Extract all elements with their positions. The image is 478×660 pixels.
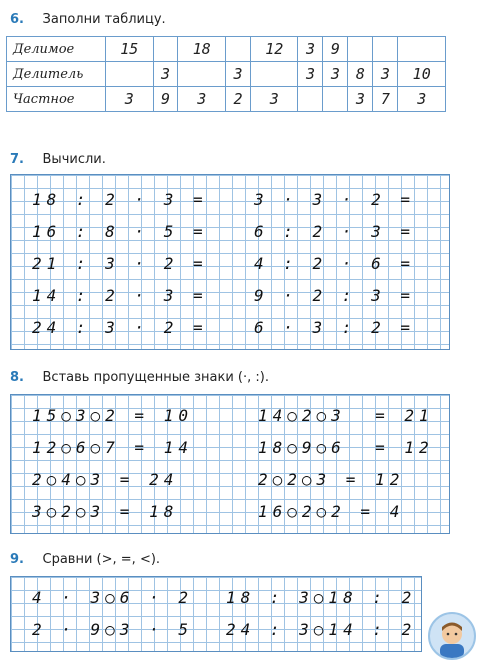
task7-expression[interactable]: 6 : 2 · 3 =: [254, 222, 415, 241]
task6-cell[interactable]: [250, 62, 298, 87]
task6-cell[interactable]: [298, 87, 323, 112]
task6-cell[interactable]: 3: [373, 62, 398, 87]
task6-cell[interactable]: 9: [153, 87, 178, 112]
task9-title: Сравни (>, =, <).: [42, 552, 161, 567]
task6-cell[interactable]: [348, 37, 373, 62]
task7-expression[interactable]: 9 · 2 : 3 =: [254, 286, 415, 305]
task8-expression[interactable]: 2○2○3 = 12: [258, 470, 405, 489]
task6-row: [7, 62, 446, 87]
task9-comparison[interactable]: 2 · 9○3 · 5: [32, 620, 193, 639]
task6-cell[interactable]: 18: [178, 37, 226, 62]
task8-header: [10, 370, 269, 385]
task8-number: 8.: [10, 370, 24, 385]
boy-avatar-icon: [428, 612, 476, 660]
task6-row-label: Частное: [7, 87, 106, 112]
task8-expression[interactable]: 12○6○7 = 14: [32, 438, 193, 457]
task7-expression[interactable]: 6 · 3 : 2 =: [254, 318, 415, 337]
task7-number: 7.: [10, 152, 24, 167]
task6-cell[interactable]: 3: [298, 37, 323, 62]
task7-expression[interactable]: 16 : 8 · 5 =: [32, 222, 208, 241]
task6-cell[interactable]: 3: [153, 62, 178, 87]
task6-cell[interactable]: 15: [106, 37, 154, 62]
task8-expression[interactable]: 14○2○3 = 21: [258, 406, 434, 425]
task8-expression[interactable]: 15○3○2 = 10: [32, 406, 193, 425]
task6-cell[interactable]: 3: [323, 62, 348, 87]
task9-number: 9.: [10, 552, 24, 567]
task6-cell[interactable]: [398, 37, 446, 62]
task8-expression[interactable]: 18○9○6 = 12: [258, 438, 434, 457]
task7-expression[interactable]: 14 : 2 · 3 =: [32, 286, 208, 305]
task6-cell[interactable]: 8: [348, 62, 373, 87]
task7-header: [10, 152, 106, 167]
task6-cell[interactable]: 3: [225, 62, 250, 87]
task6-row: [7, 37, 446, 62]
task6-row-label: Делитель: [7, 62, 106, 87]
task6-cell[interactable]: [225, 37, 250, 62]
task7-expression[interactable]: 4 : 2 · 6 =: [254, 254, 415, 273]
task6-cell[interactable]: [178, 62, 226, 87]
task6-cell[interactable]: 3: [348, 87, 373, 112]
task6-cell[interactable]: [373, 37, 398, 62]
task6-title: Заполни таблицу.: [42, 12, 166, 27]
task6-row-label: Делимое: [7, 37, 106, 62]
task8-title: Вставь пропущенные знаки (·, :).: [42, 370, 269, 385]
task6-cell[interactable]: 12: [250, 37, 298, 62]
task6-row: [7, 87, 446, 112]
task6-cell[interactable]: 3: [250, 87, 298, 112]
task9-comparison[interactable]: 4 · 3○6 · 2: [32, 588, 193, 607]
task7-expression[interactable]: 18 : 2 · 3 =: [32, 190, 208, 209]
task9-header: [10, 552, 160, 567]
task6-table: [6, 36, 446, 112]
task6-cell[interactable]: [153, 37, 178, 62]
task8-expression[interactable]: 3○2○3 = 18: [32, 502, 179, 521]
task7-expression[interactable]: 3 · 3 · 2 =: [254, 190, 415, 209]
task6-number: 6.: [10, 12, 24, 27]
task6-cell[interactable]: 3: [398, 87, 446, 112]
task6-cell[interactable]: [323, 87, 348, 112]
task6-cell[interactable]: 10: [398, 62, 446, 87]
task9-comparison[interactable]: 18 : 3○18 : 2: [226, 588, 417, 607]
task6-cell[interactable]: 3: [298, 62, 323, 87]
task9-comparison[interactable]: 24 : 3○14 : 2: [226, 620, 417, 639]
task7-expression[interactable]: 21 : 3 · 2 =: [32, 254, 208, 273]
task6-header: [10, 12, 166, 27]
task6-cell[interactable]: 3: [178, 87, 226, 112]
task6-cell[interactable]: 3: [106, 87, 154, 112]
task6-cell[interactable]: 2: [225, 87, 250, 112]
task7-expression[interactable]: 24 : 3 · 2 =: [32, 318, 208, 337]
task6-cell[interactable]: 9: [323, 37, 348, 62]
task6-cell[interactable]: 7: [373, 87, 398, 112]
task7-title: Вычисли.: [42, 152, 106, 167]
task8-expression[interactable]: 2○4○3 = 24: [32, 470, 179, 489]
task8-expression[interactable]: 16○2○2 = 4: [258, 502, 405, 521]
task6-cell[interactable]: [106, 62, 154, 87]
